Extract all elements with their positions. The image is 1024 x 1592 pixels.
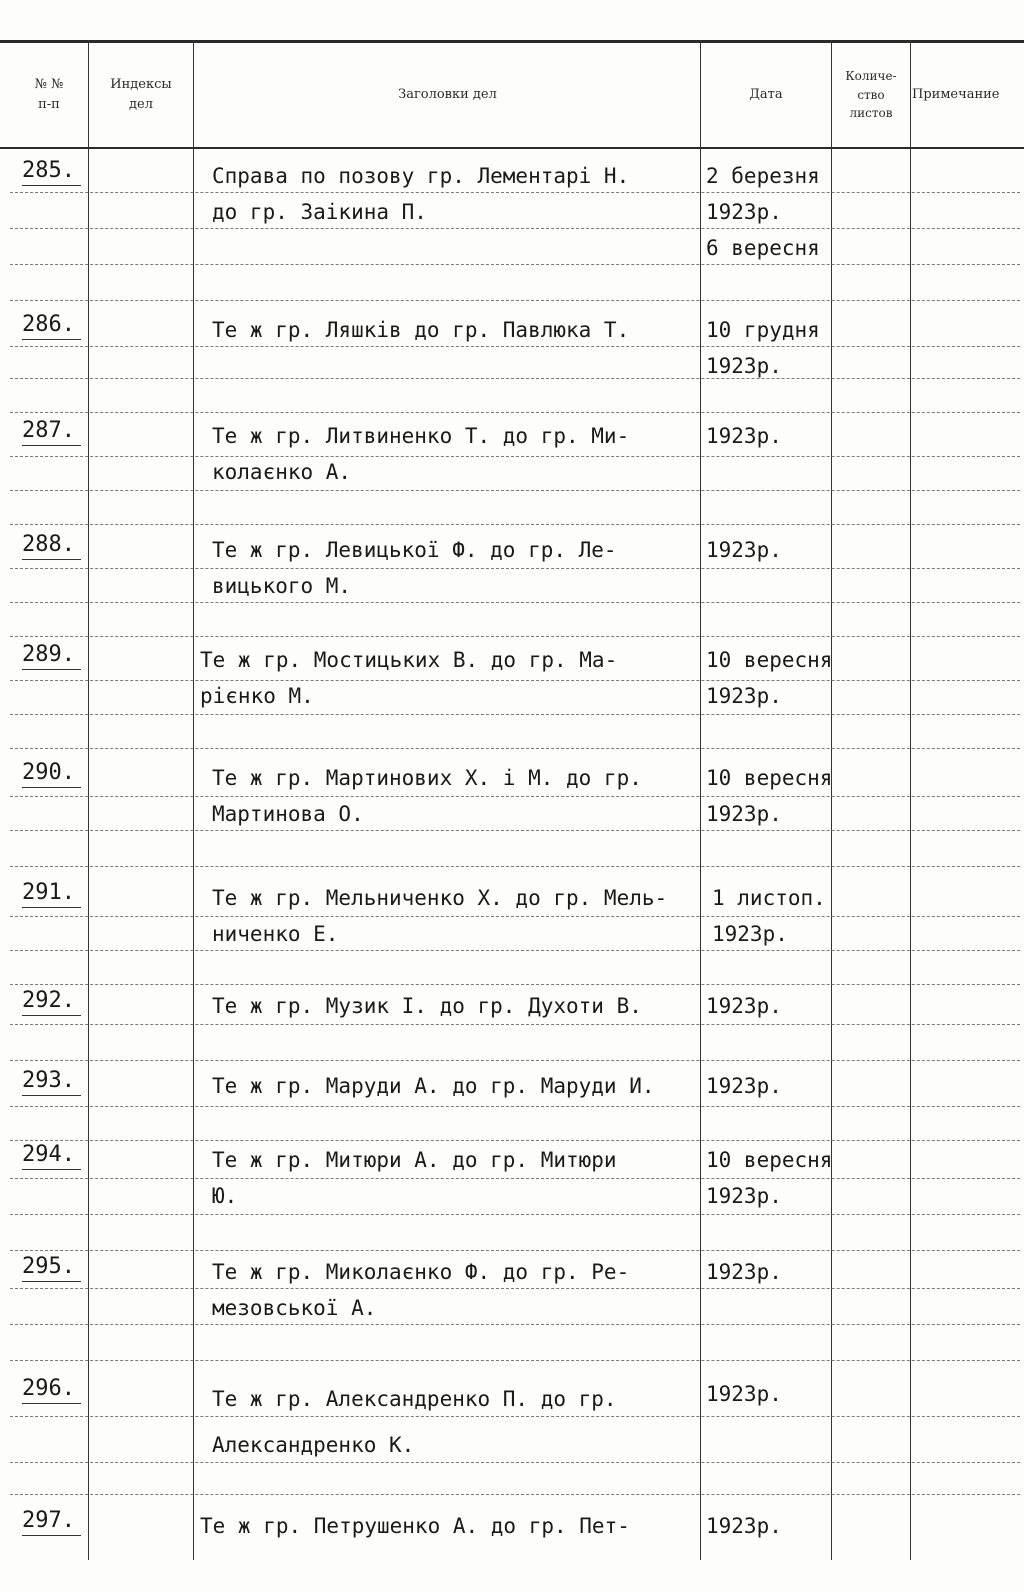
row-rule [10, 378, 1020, 379]
row-rule [10, 524, 1020, 525]
header-col-date: Дата [749, 86, 783, 102]
row-number: 285. [22, 158, 81, 186]
case-date: 1923р. [706, 1514, 782, 1538]
case-title: Те ж гр. Литвиненко Т. до гр. Ми- колаєнко А. [212, 424, 630, 484]
case-date: 10 вересня 1923р. [706, 648, 833, 708]
table-header [0, 40, 1024, 149]
case-date: 1923р. [706, 424, 782, 448]
row-number: 287. [22, 418, 81, 446]
case-title: Те ж гр. Мостицьких В. до гр. Ма- рієнко М. [200, 648, 618, 708]
row-rule [10, 636, 1020, 637]
case-date: 10 грудня 1923р. [706, 318, 820, 378]
column-divider [193, 40, 194, 1560]
row-rule [10, 1140, 1020, 1141]
header-col-notes: Примечание [912, 86, 1000, 102]
header-col-title: Заголовки дел [398, 86, 497, 102]
header-col-index: Индексы дел [110, 76, 172, 112]
case-title: Справа по позову гр. Лементарі Н. до гр. Заікина П. [212, 164, 630, 224]
row-rule [10, 264, 1020, 265]
row-number: 289. [22, 642, 81, 670]
case-date: 10 вересня 1923р. [706, 1148, 833, 1208]
header-col-num: № № п-п [34, 76, 64, 112]
row-rule [10, 1060, 1020, 1061]
header-col-count: Количе- ство листов [845, 69, 897, 121]
row-rule [10, 1214, 1020, 1215]
row-rule [10, 866, 1020, 867]
case-date: 1923р. [706, 1260, 782, 1284]
case-date: 1923р. [706, 994, 782, 1018]
case-date: 1 листоп. 1923р. [712, 886, 826, 946]
row-number: 288. [22, 532, 81, 560]
row-number: 286. [22, 312, 81, 340]
row-rule [10, 1250, 1020, 1251]
row-rule [10, 748, 1020, 749]
column-divider [910, 40, 911, 1560]
case-title: Те ж гр. Мельниченко Х. до гр. Мель- ниченко Е. [212, 886, 668, 946]
case-date: 2 березня 1923р. 6 вересня [706, 164, 820, 260]
row-number: 290. [22, 760, 81, 788]
case-date: 1923р. [706, 1382, 782, 1406]
row-rule [10, 1024, 1020, 1025]
case-date: 1923р. [706, 538, 782, 562]
row-rule [10, 1360, 1020, 1361]
case-title: Те ж гр. Маруди А. до гр. Маруди И. [212, 1074, 655, 1098]
row-number: 291. [22, 880, 81, 908]
row-rule [10, 1106, 1020, 1107]
row-number: 297. [22, 1508, 81, 1536]
row-number: 292. [22, 988, 81, 1016]
row-rule [10, 300, 1020, 301]
case-title: Те ж гр. Петрушенко А. до гр. Пет- [200, 1514, 630, 1538]
row-number: 294. [22, 1142, 81, 1170]
column-divider [88, 40, 89, 1560]
row-rule [10, 1494, 1020, 1495]
case-date: 1923р. [706, 1074, 782, 1098]
case-title: Те ж гр. Музик І. до гр. Духоти В. [212, 994, 642, 1018]
row-rule [10, 984, 1020, 985]
row-rule [10, 714, 1020, 715]
case-date: 10 вересня 1923р. [706, 766, 833, 826]
case-title: Те ж гр. Миколаєнко Ф. до гр. Ре- мезовської А. [212, 1260, 630, 1320]
row-rule [10, 490, 1020, 491]
row-number: 296. [22, 1376, 81, 1404]
case-title: Те ж гр. Мартинових Х. і М. до гр. Мартинова О. [212, 766, 642, 826]
row-number: 293. [22, 1068, 81, 1096]
row-rule [10, 412, 1020, 413]
row-number: 295. [22, 1254, 81, 1282]
case-title: Те ж гр. Ляшків до гр. Павлюка Т. [212, 318, 630, 342]
case-title: Те ж гр. Левицької Ф. до гр. Ле- вицького М. [212, 538, 617, 598]
case-title: Те ж гр. Александренко П. до гр. Александренко К. [212, 1387, 617, 1457]
case-title: Те ж гр. Митюри А. до гр. Митюри Ю. [212, 1148, 617, 1208]
